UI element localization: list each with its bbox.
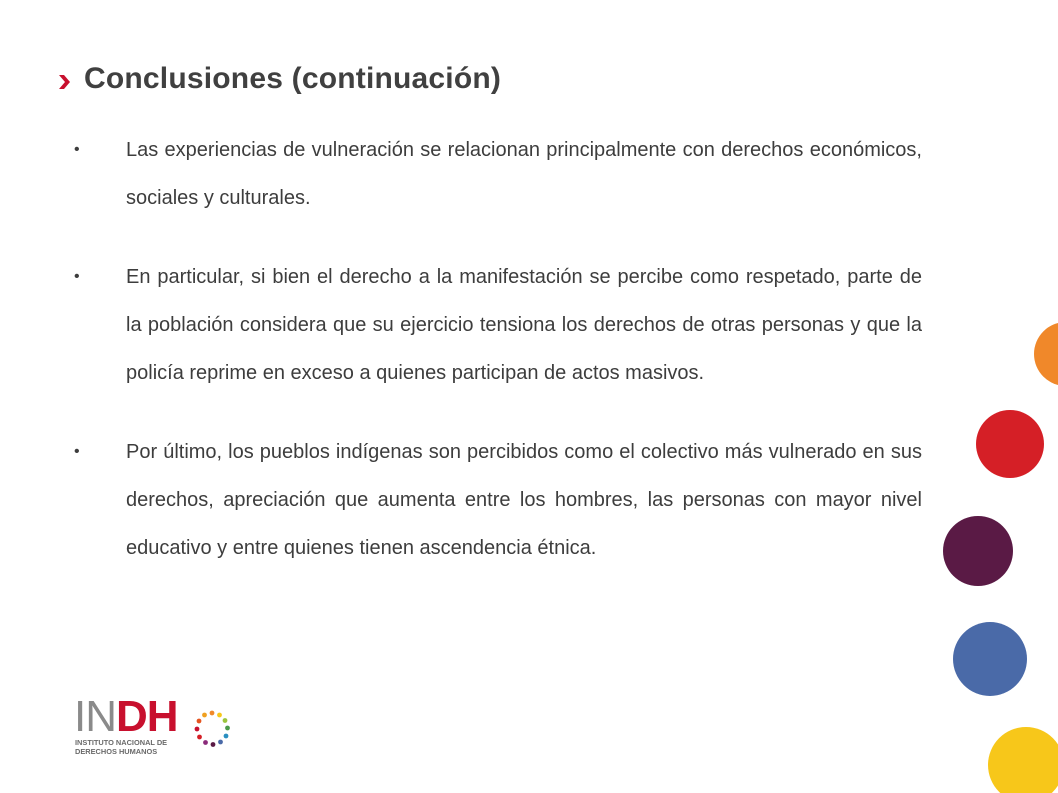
indh-logo (74, 692, 234, 759)
bullet-text: Por último, los pueblos indígenas son percibidos como el colectivo más vulnerado en sus derechos, apreciación que aumenta entre los hombres, las personas con mayor nivel educativo y entre quienes tienen ascendencia étnica. (126, 441, 922, 559)
bullet-list (74, 126, 922, 603)
bullet-item (74, 428, 922, 572)
decorative-circle-purple (943, 516, 1013, 586)
logo-acronym: INDH (74, 692, 178, 741)
bullet-item (74, 253, 922, 397)
title-row (54, 62, 501, 96)
decorative-circle-red (976, 410, 1044, 478)
bullet-text: Las experiencias de vulneración se relacionan principalmente con derechos económicos, sociales y culturales. (126, 139, 922, 209)
bullet-marker: • (74, 141, 80, 158)
bullet-item (74, 126, 922, 222)
logo-dot-ring-icon (192, 709, 232, 749)
logo-subtitle: INSTITUTO NACIONAL DE DERECHOS HUMANOS (75, 738, 168, 756)
bullet-marker: • (74, 268, 80, 285)
chevron-right-icon (54, 72, 74, 92)
decorative-circle-orange (1034, 322, 1058, 386)
bullet-marker: • (74, 443, 80, 460)
decorative-circle-blue (953, 622, 1027, 696)
bullet-text: En particular, si bien el derecho a la manifestación se percibe como respetado, parte de la población considera que su ejercicio tensiona los derechos de otras personas y que la policía reprime en exceso a quienes participan de actos masivos. (126, 266, 922, 384)
page-title: Conclusiones (continuación) (84, 62, 502, 95)
decorative-circle-yellow (988, 727, 1058, 793)
